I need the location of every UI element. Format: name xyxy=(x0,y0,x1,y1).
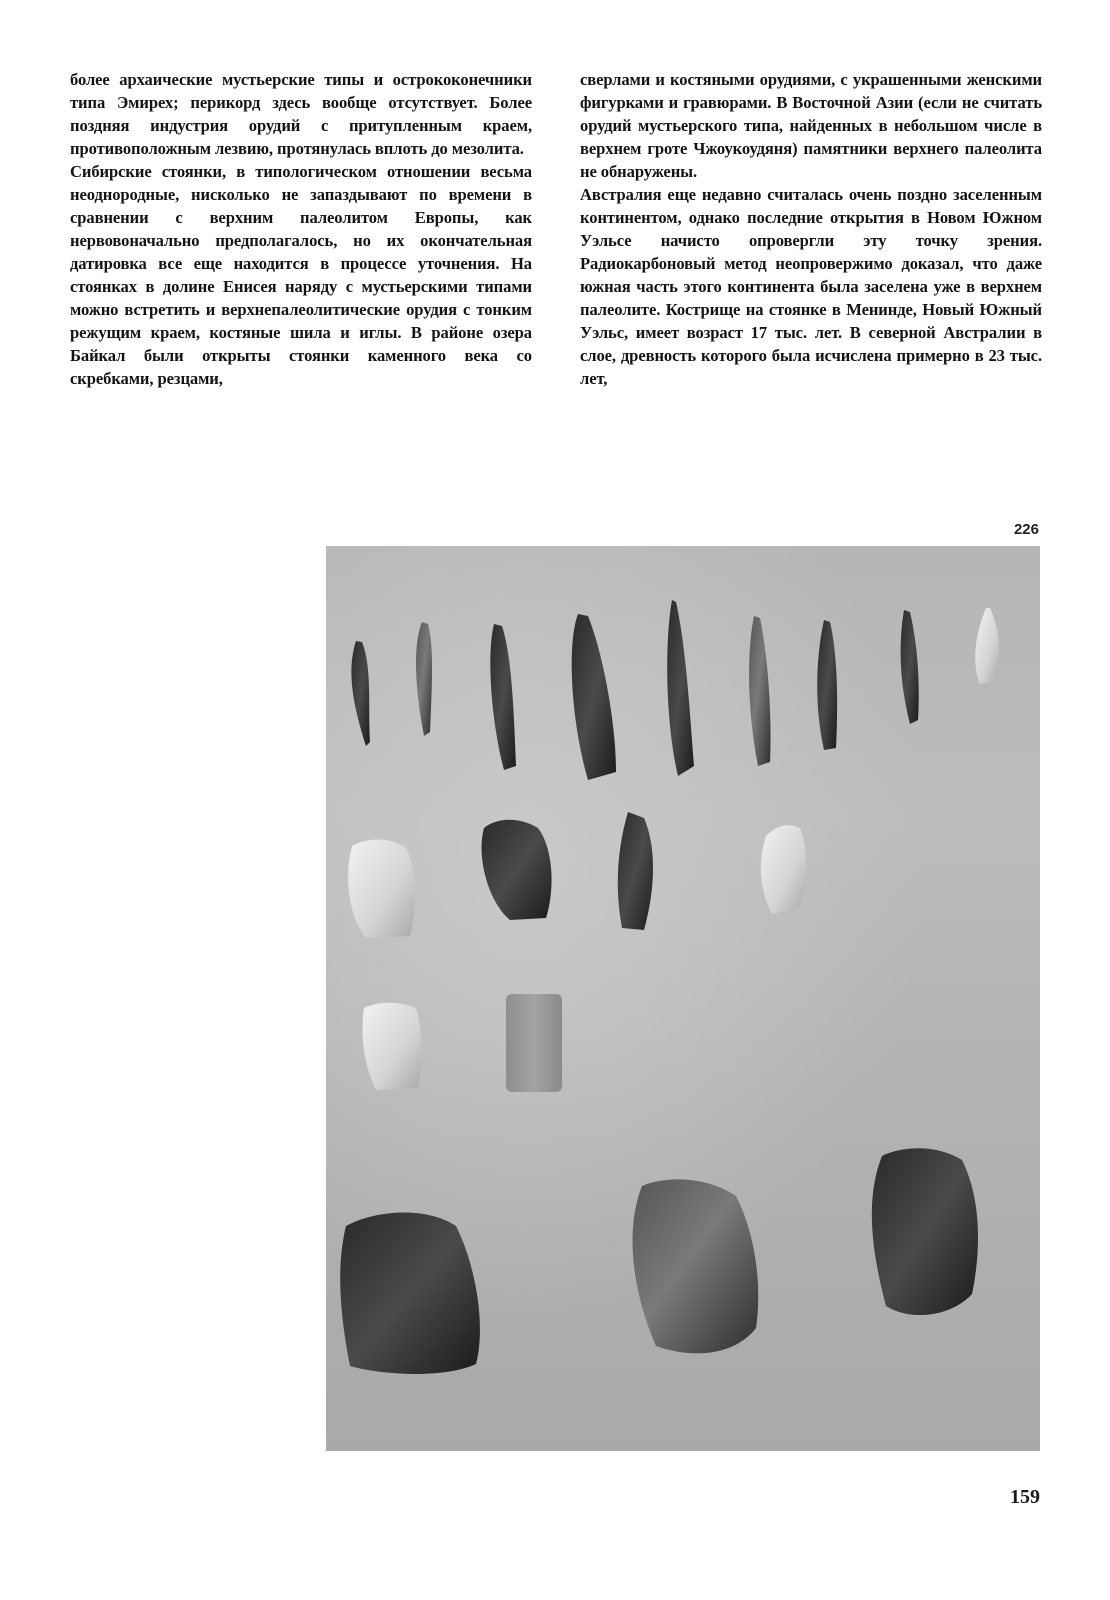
paragraph: Сибирские стоянки, в типологическом отношении весьма неоднородные, нисколько не запаздывают по времени в сравнении с верхним палеолитом Европы, как нервовоначально предполагалось, но их окончательная датировка все еще находится в процессе уточнения. На стоянках в долине Енисея наряду с мустьерскими типами можно встретить и верхнепалеолитические орудия с тонким режущим краем, костяные шила и иглы. В районе озера Байкал были открыты стоянки каменного века со скребками, резцами, xyxy=(70,162,532,388)
paragraph: сверлами и костяными орудиями, с украшенными женскими фигурками и гравюрами. В Восточной Азии (если не считать орудий мустьерского типа, найденных в небольшом числе в верхнем гроте Чжоукоудяня) памятники верхнего палеолита не обнаружены. xyxy=(580,70,1042,181)
right-text-column xyxy=(580,68,1042,390)
paragraph: более архаические мустьерские типы и острококонечники типа Эмирех; перикорд здесь вообще отсутствует. Более поздняя индустрия орудий с притупленным краем, противоположным лезвию, протянулась вплоть до мезолита. xyxy=(70,70,532,158)
stone-tools-photo xyxy=(326,546,1040,1451)
core-row xyxy=(340,1148,978,1374)
blade-row xyxy=(351,600,999,780)
paragraph: Австралия еще недавно считалась очень поздно заселенным континентом, однако последние открытия в Новом Южном Уэльсе начисто опровергли эту точку зрения. Радиокарбоновый метод неопровержимо доказал, что даже южная часть этого континента была заселена уже в верхнем палеолите. Кострище на стоянке в Мениндe, Новый Южный Уэльс, имеет возраст 17 тыс. лет. В северной Австралии в слое, древность которого была исчислена примерно в 23 тыс. лет, xyxy=(580,185,1042,388)
flake-row xyxy=(348,812,806,938)
page-number: 159 xyxy=(1010,1486,1040,1508)
figure-number: 226 xyxy=(1013,521,1039,538)
small-flake-row xyxy=(363,994,563,1092)
left-text-column xyxy=(70,68,532,390)
